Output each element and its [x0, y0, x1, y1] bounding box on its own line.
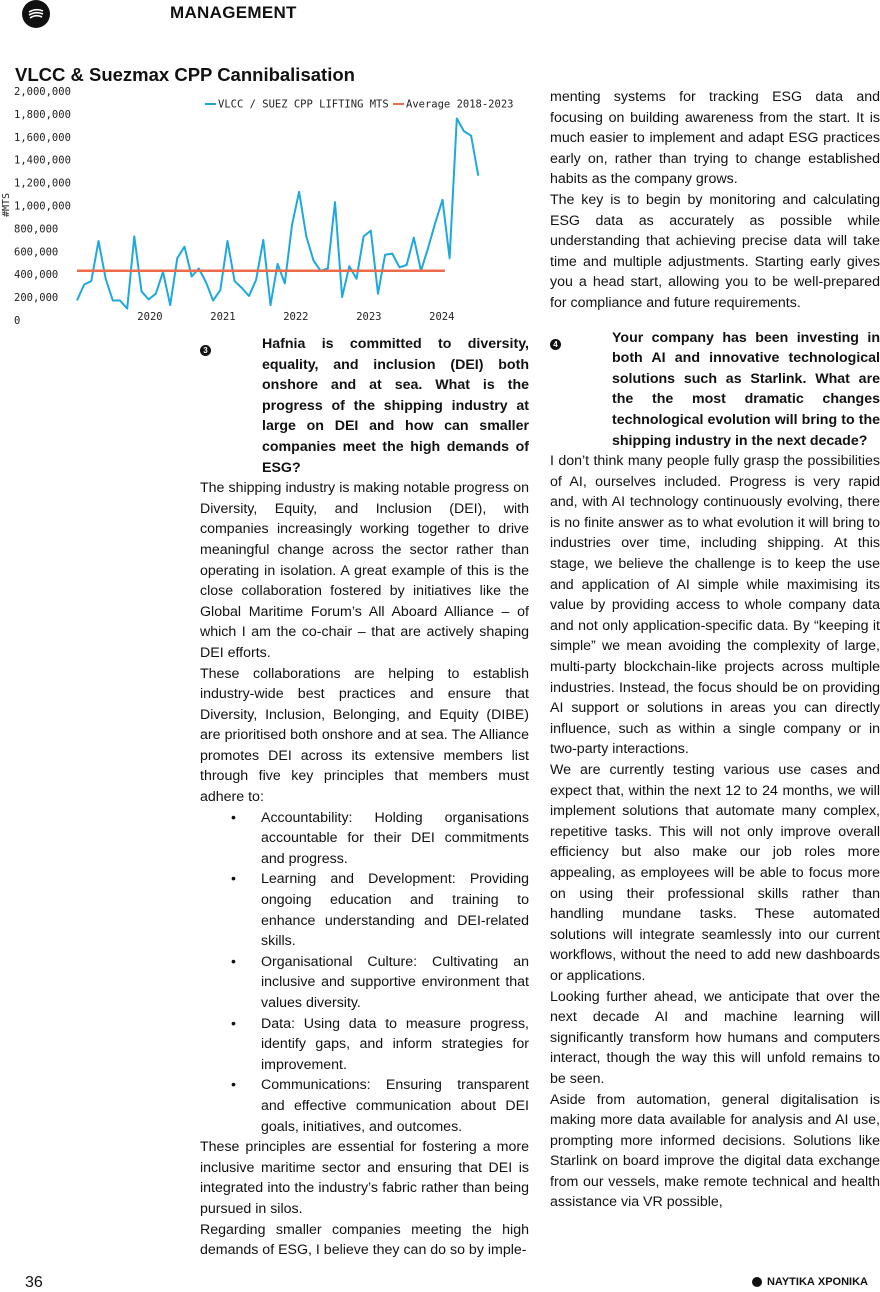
- x-tick-label: 2023: [356, 311, 382, 323]
- paragraph: Looking further ahead, we anticipate that over the next decade AI and machine learning will significantly transform how humans and computers interact, though the way this will unfold remains to be seen.: [550, 988, 880, 1087]
- y-tick-label: 400,000: [14, 269, 59, 282]
- list-item: • Data: Using data to measure progress, identify gaps, and inform strategies for improvement.: [200, 1014, 529, 1076]
- paragraph: The key is to begin by monitoring and calculating ESG data as accurately as possible while understanding that achieving precise data will take time and multiple adjustments. Starting early gives you a head start, allowing you to be well-prepared for compliance and future requirements.: [550, 191, 880, 311]
- legend-label-average: Average 2018-2023: [406, 98, 514, 111]
- y-tick-label: 800,000: [14, 223, 59, 236]
- principles-list: [200, 808, 529, 1138]
- y-axis-label: #MTS: [1, 192, 12, 218]
- list-item: • Accountability: Holding organisations accountable for their DEI commitments and progress.: [200, 808, 529, 870]
- line-chart: [0, 84, 530, 329]
- y-tick-label: 200,000: [14, 292, 59, 305]
- brand-logo-icon: [752, 1277, 762, 1287]
- question-text: Your company has been investing in both AI and innovative technological solutions such as Starlink. What are the the most dramatic changes technological evolution will bring to the shipping industry in the next decade?: [612, 329, 880, 449]
- y-tick-label: 600,000: [14, 246, 59, 259]
- question-block: [550, 328, 880, 452]
- series-line-lifting: [77, 119, 478, 309]
- y-tick-label: 1,600,000: [14, 131, 71, 144]
- left-column: [200, 334, 529, 1261]
- brand-name: ΝΑΥΤΙΚΑ ΧΡΟΝΙΚΑ: [766, 1276, 868, 1288]
- y-tick-label: 2,000,000: [14, 86, 71, 98]
- y-tick-label: 0: [14, 315, 21, 327]
- question-number: 3: [200, 345, 211, 356]
- paragraph: We are currently testing various use cases and expect that, within the next 12 to 24 months, we will implement solutions that automate many complex, repetitive tasks. This will not only improve overall efficiency but also make our job roles more appealing, as employees will be able to focus more on using their professional skills rather than handling mundane tasks. These automated solutions will integrate seamlessly into our current workflows, without the need to add new dashboards or applications.: [550, 762, 880, 984]
- right-column: [550, 87, 880, 1213]
- publication-brand: [752, 1276, 868, 1288]
- question-block: [200, 334, 529, 478]
- paragraph: These principles are essential for fostering a more inclusive maritime sector and ensuring that DEI is integrated into the industry’s fabric rather than being pursued in silos.: [200, 1139, 529, 1217]
- y-tick-label: 1,400,000: [14, 154, 71, 167]
- page-number: 36: [25, 1274, 43, 1291]
- list-item: • Organisational Culture: Cultivating an inclusive and supportive environment that values diversity.: [200, 952, 529, 1014]
- x-tick-label: 2022: [283, 311, 309, 323]
- x-tick-label: 2020: [137, 311, 163, 323]
- paragraph: Regarding smaller companies meeting the high demands of ESG, I believe they can do so by imple-: [200, 1221, 529, 1259]
- chart-title: VLCC & Suezmax CPP Cannibalisation: [15, 64, 355, 85]
- magazine-logo-icon: [22, 0, 50, 28]
- y-tick-label: 1,800,000: [14, 108, 71, 121]
- x-tick-label: 2024: [429, 311, 455, 323]
- section-header: MANAGEMENT: [170, 3, 297, 22]
- list-item: • Communications: Ensuring transparent and effective communication about DEI goals, initiatives, and outcomes.: [200, 1075, 529, 1137]
- paragraph: menting systems for tracking ESG data and focusing on building awareness from the start. It is much easier to implement and adapt ESG practices early on, rather than trying to change established habits as the company grows.: [550, 89, 880, 188]
- question-text: Hafnia is committed to diversity, equality, and inclusion (DEI) both onshore and at sea. What is the progress of the shipping industry at large on DEI and how can smaller companies meet the high demands of ESG?: [262, 336, 529, 476]
- x-tick-label: 2021: [210, 311, 236, 323]
- y-tick-label: 1,200,000: [14, 177, 71, 190]
- paragraph: Aside from automation, general digitalisation is making more data available for analysis and AI use, prompting more informed decisions. Solutions like Starlink on board improve the digital data exchange from our vessels, make remote technical and health assistance via VR possible,: [550, 1091, 880, 1211]
- y-tick-label: 1,000,000: [14, 200, 71, 213]
- paragraph: The shipping industry is making notable progress on Diversity, Equity, and Inclusion (DEI), with companies increasingly working together to drive meaningful change across the sector rather than operating in isolation. A great example of this is the close collaboration fostered by initiatives like the Global Maritime Forum’s All Aboard Alliance – of which I am the co-chair – that are actively shaping DEI efforts.: [200, 480, 529, 661]
- question-number: 4: [550, 339, 561, 350]
- paragraph: These collaborations are helping to establish industry-wide best practices and ensure that Diversity, Inclusion, Belonging, and Equity (DIBE) are prioritised both onshore and at sea. The Alliance promotes DEI across its extensive members list through five key principles that members must adhere to:: [200, 665, 529, 806]
- legend-label-lifting: VLCC / SUEZ CPP LIFTING MTS: [218, 98, 389, 111]
- paragraph: I don’t think many people fully grasp the possibilities of AI, ourselves included. Progress is very rapid and, with AI technology continuously evolving, there is no finite answer as to what evolution it will bring to industries over time, including shipping. At this stage, we believe the challenge is to keep the use and application of AI simple while maximising its value by providing access to whole company data and not only application-specific data. By “keeping it simple” we mean avoiding the complexity of large, multi-party blockchain-like projects across multiple industries. Instead, the focus should be on providing AI support or solutions in areas you can directly influence, such as within a single company or in two-party interactions.: [550, 453, 880, 758]
- list-item: • Learning and Development: Providing ongoing education and training to enhance understanding and DEI-related skills.: [200, 869, 529, 951]
